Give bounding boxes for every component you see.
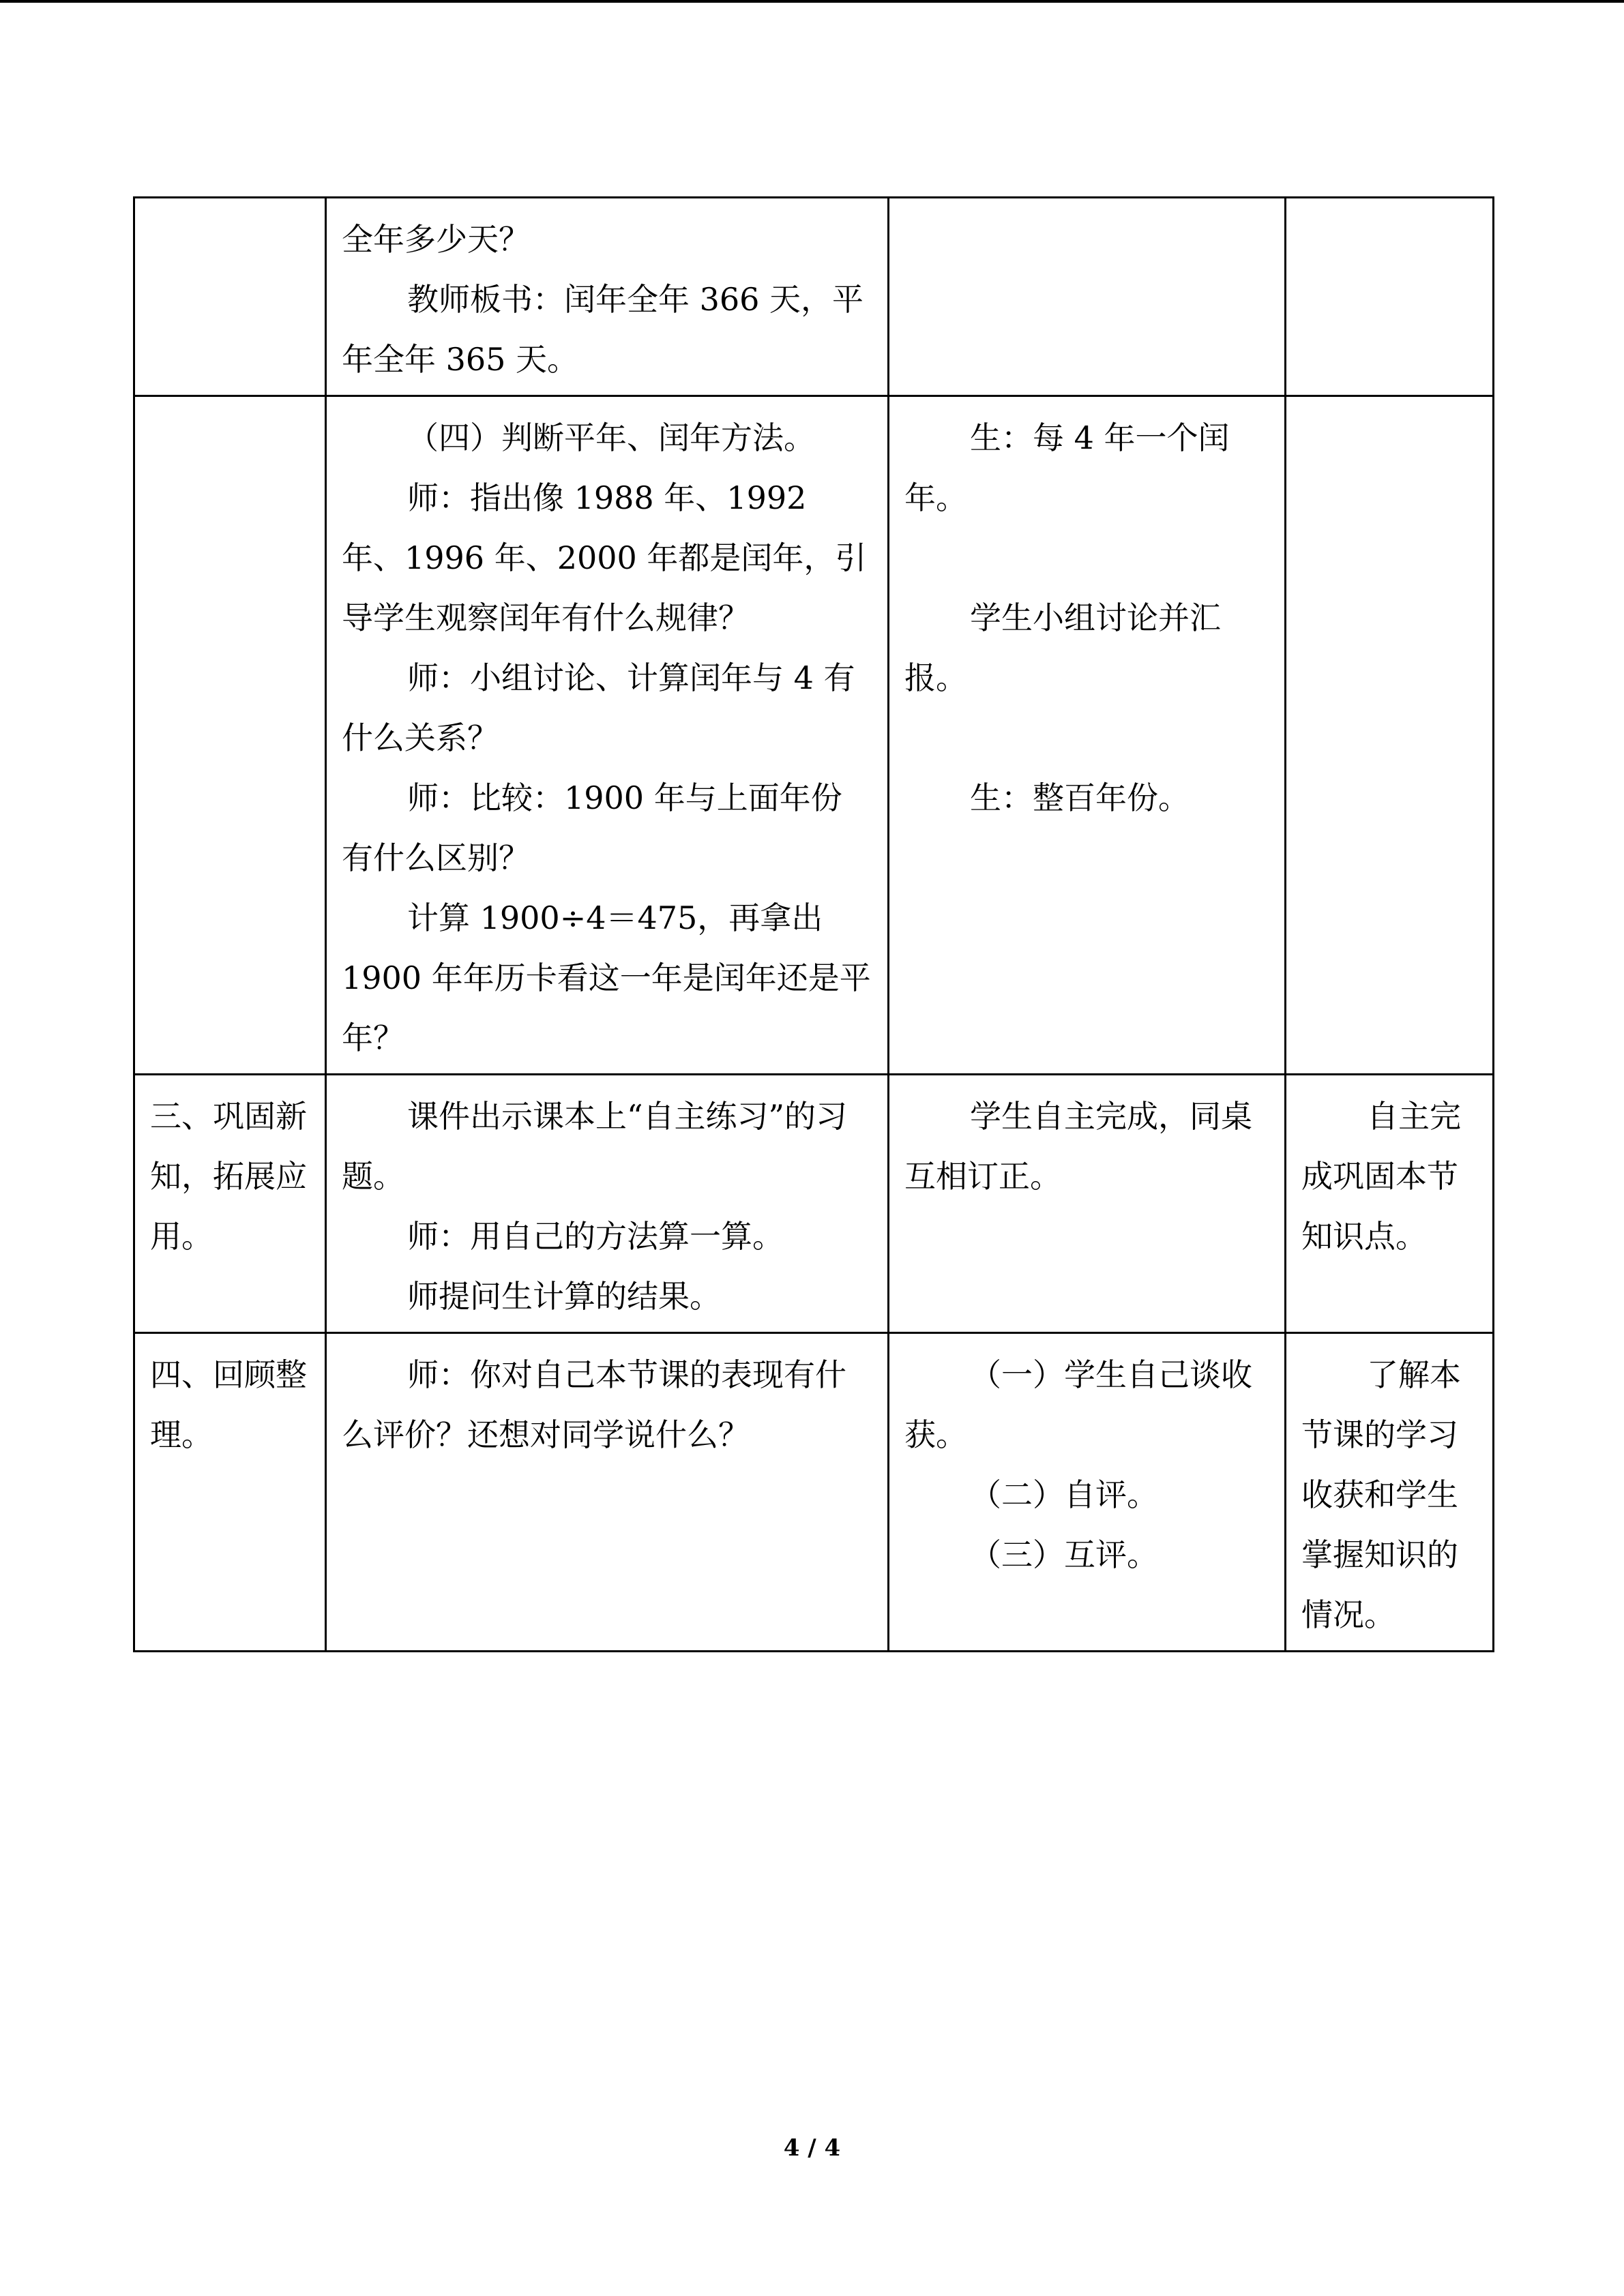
cell-paragraph: 师：你对自己本节课的表现有什么评价？还想对同学说什么？ — [342, 1356, 846, 1453]
student-activity-cell — [889, 198, 1286, 396]
paragraph-gap — [904, 528, 1269, 588]
design-intent-cell — [1286, 198, 1494, 396]
cell-paragraph: 了解本节课的学习收获和学生掌握知识的情况。 — [1301, 1356, 1461, 1633]
table-row — [134, 1333, 1494, 1652]
teacher-activity-cell — [326, 396, 889, 1075]
design-intent-cell — [1286, 1333, 1494, 1652]
cell-paragraph: 自主完成巩固本节知识点。 — [1301, 1098, 1461, 1255]
stage-cell — [134, 1333, 326, 1652]
cell-paragraph: 学生小组讨论并汇报。 — [904, 599, 1221, 696]
cell-paragraph: 学生自主完成，同桌互相订正。 — [904, 1098, 1252, 1195]
teacher-activity-cell — [326, 1333, 889, 1652]
student-activity-cell — [889, 1333, 1286, 1652]
stage-cell — [134, 396, 326, 1075]
cell-paragraph: 全年多少天？ — [342, 221, 530, 258]
lesson-plan-table — [133, 196, 1494, 1652]
cell-paragraph: 课件出示课本上“自主练习”的习题。 — [342, 1098, 848, 1195]
cell-paragraph: 教师板书：闰年全年 366 天，平年全年 365 天。 — [342, 281, 864, 378]
teacher-activity-cell — [326, 198, 889, 396]
cell-paragraph: 三、巩固新知，拓展应用。 — [150, 1098, 307, 1255]
table-row — [134, 198, 1494, 396]
cell-paragraph: 师：比较：1900 年与上面年份有什么区别？ — [342, 779, 842, 876]
table-row — [134, 396, 1494, 1075]
page-top-border — [0, 0, 1624, 3]
design-intent-cell — [1286, 1075, 1494, 1333]
cell-paragraph: （四）判断平年、闰年方法。 — [407, 419, 815, 456]
cell-paragraph: 师：用自己的方法算一算。 — [407, 1218, 784, 1255]
teacher-activity-cell — [326, 1075, 889, 1333]
stage-cell — [134, 1075, 326, 1333]
cell-paragraph: 生：每 4 年一个闰年。 — [904, 419, 1230, 516]
cell-paragraph: 四、回顾整理。 — [150, 1356, 307, 1453]
design-intent-cell — [1286, 396, 1494, 1075]
cell-paragraph: 计算 1900÷4＝475，再拿出 1900 年年历卡看这一年是闰年还是平年？ — [342, 899, 871, 1056]
cell-paragraph: 师：指出像 1988 年、1992 年、1996 年、2000 年都是闰年，引导学生观察闰年有什么规律？ — [342, 479, 867, 636]
cell-paragraph: （二）自评。 — [970, 1476, 1158, 1513]
student-activity-cell — [889, 396, 1286, 1075]
paragraph-gap — [904, 708, 1269, 768]
cell-paragraph: 师提问生计算的结果。 — [407, 1278, 721, 1315]
cell-paragraph: （三）互评。 — [970, 1536, 1158, 1573]
student-activity-cell — [889, 1075, 1286, 1333]
cell-paragraph: （一）学生自己谈收获。 — [904, 1356, 1252, 1453]
cell-paragraph: 师：小组讨论、计算闰年与 4 有什么关系？ — [342, 659, 855, 756]
table-row — [134, 1075, 1494, 1333]
cell-paragraph: 生：整百年份。 — [970, 779, 1190, 816]
stage-cell — [134, 198, 326, 396]
page-number: 4 / 4 — [783, 2134, 841, 2162]
